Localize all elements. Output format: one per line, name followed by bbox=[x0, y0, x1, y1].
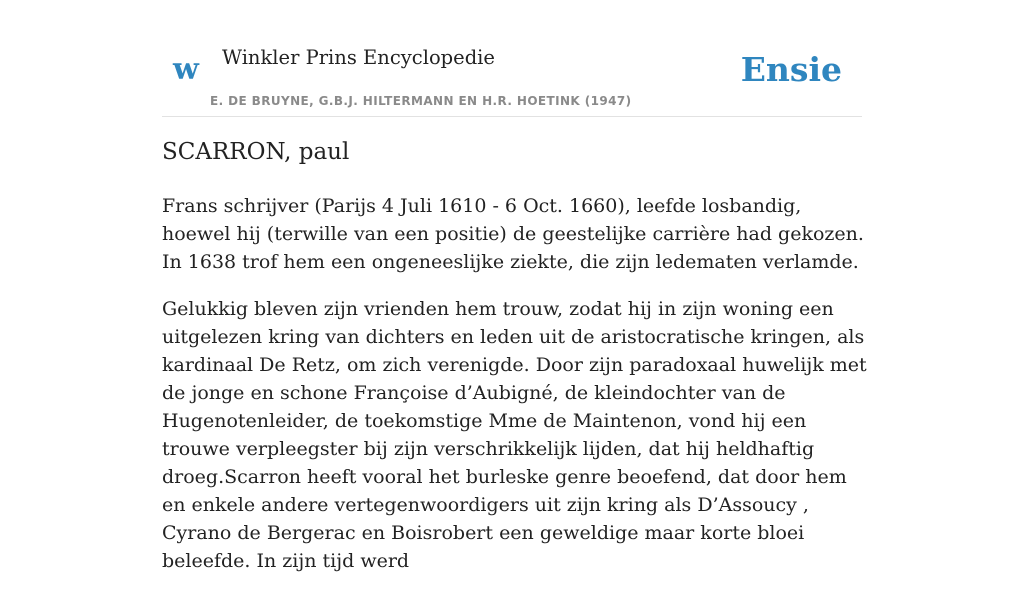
article-paragraph: Frans schrijver (Parijs 4 Juli 1610 - 6 Oct. 1660), leefde losbandig, hoewel hij (terwille van een positie) de geestelijke carrière had gekozen. In 1638 trof hem een ongeneeslijke ziekte, die zijn ledematen verlamde. bbox=[162, 195, 864, 273]
ensie-logo[interactable]: Ensie bbox=[740, 50, 842, 89]
article-body bbox=[162, 192, 867, 594]
encyclopedia-title[interactable]: Winkler Prins Encyclopedie bbox=[222, 46, 495, 69]
site-header bbox=[162, 0, 862, 117]
encyclopedia-authors: E. DE BRUYNE, G.B.J. HILTERMANN EN H.R. HOETINK (1947) bbox=[210, 94, 632, 108]
article-title: SCARRON, paul bbox=[162, 139, 350, 165]
wp-logo-icon[interactable]: w bbox=[173, 52, 199, 87]
article-paragraph: Gelukkig bleven zijn vrienden hem trouw, zodat hij in zijn woning een uitgelezen kring van dichters en leden uit de aristocratische kringen, als kardinaal De Retz, om zich verenigde. Door zijn paradoxaal huwelijk met de jonge en schone Françoise d’Aubigné, de kleindochter van de Hugenotenleider, de toekomstige Mme de Maintenon, vond hij een trouwe verpleegster bij zijn verschrikkelijk lijden, dat hij heldhaftig droeg.Scarron heeft vooral het burleske genre beoefend, dat door hem en enkele andere vertegenwoordigers uit zijn kring als D’Assoucy , Cyrano de Bergerac en Boisrobert een geweldige maar korte bloei beleefde. In zijn tijd werd bbox=[162, 298, 867, 572]
